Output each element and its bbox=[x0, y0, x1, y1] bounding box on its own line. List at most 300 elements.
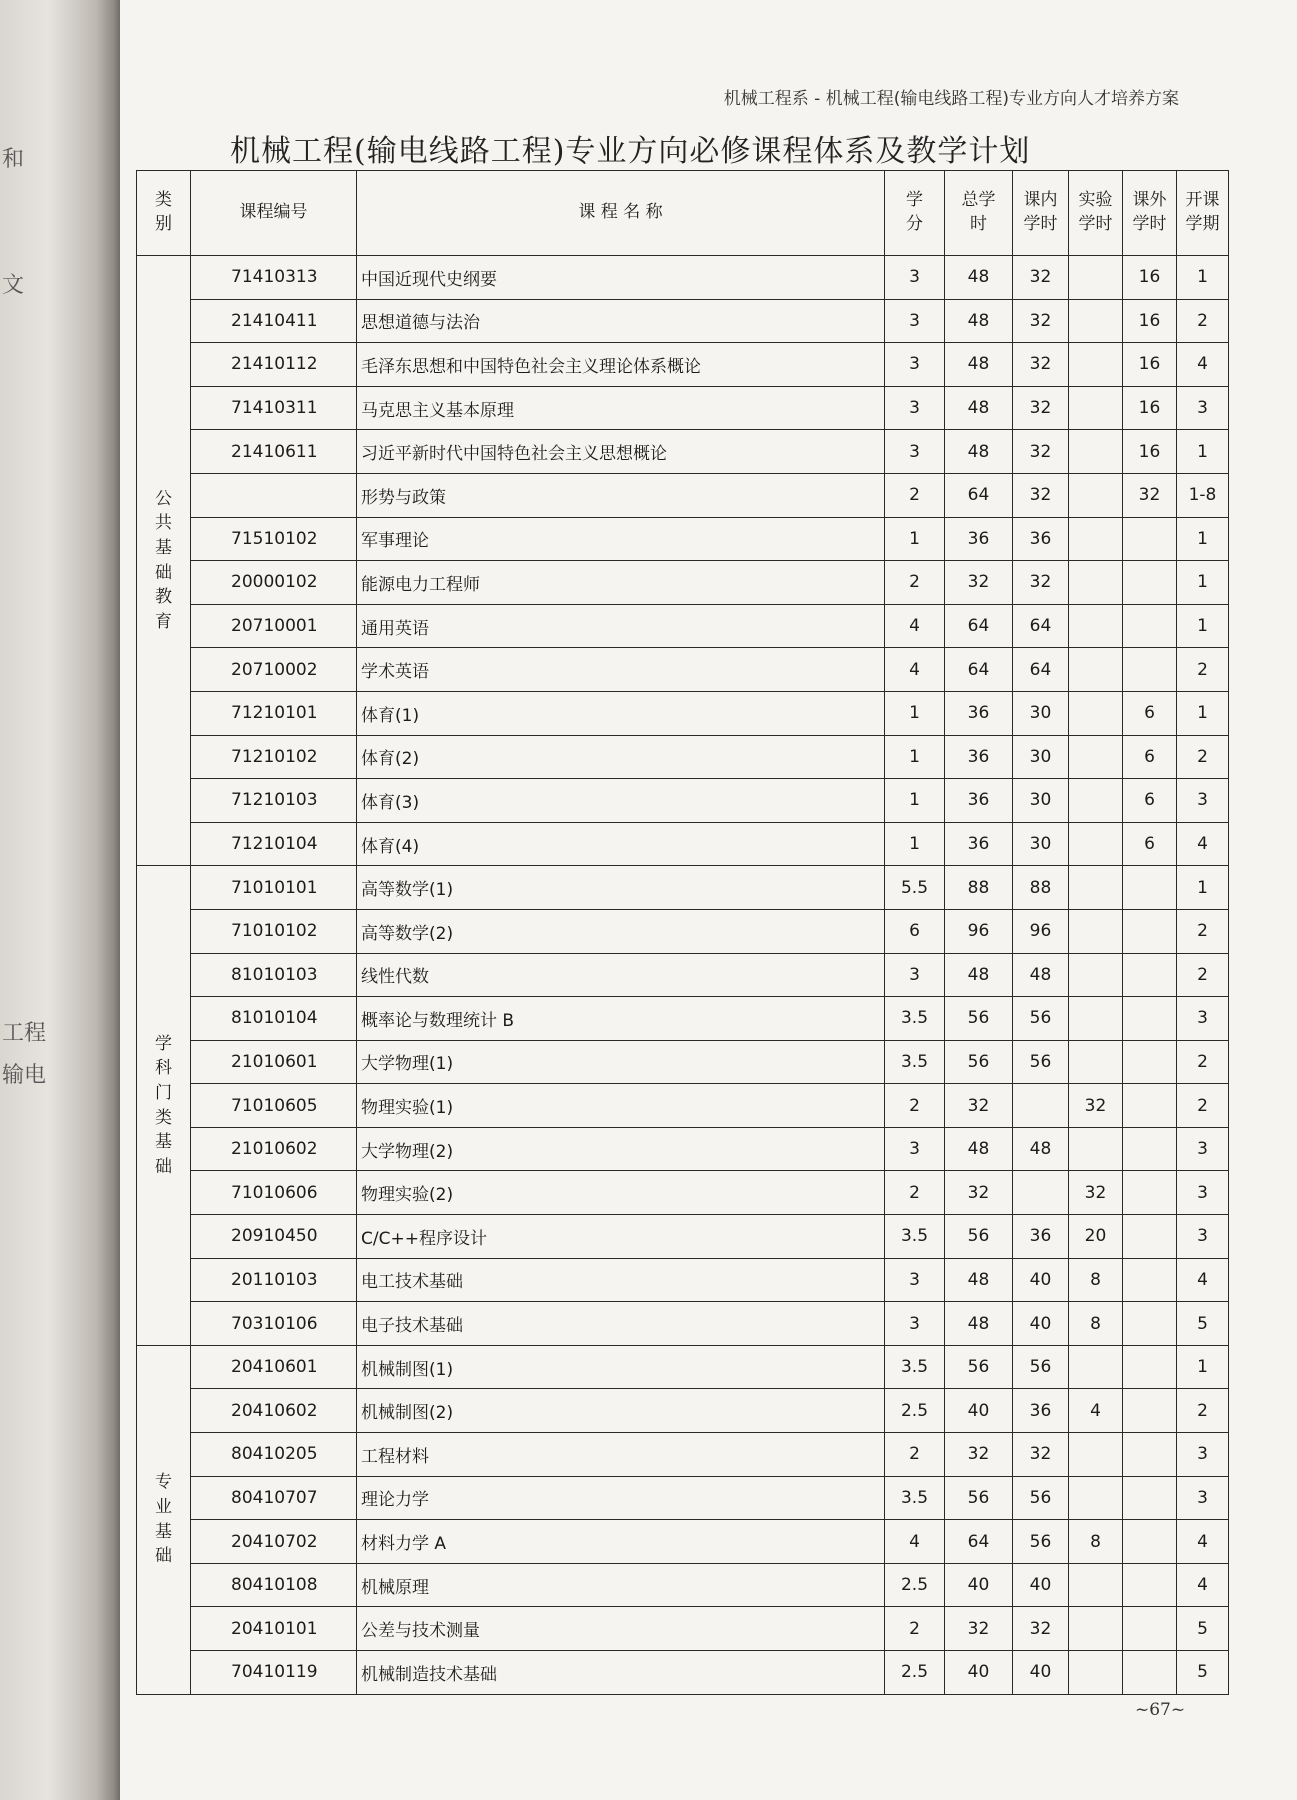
course-table-wrapper bbox=[136, 170, 1229, 1695]
course-extra-hours: 6 bbox=[1123, 822, 1177, 866]
course-credits: 3 bbox=[885, 256, 945, 300]
course-code: 21410611 bbox=[191, 430, 357, 474]
course-code: 71010102 bbox=[191, 909, 357, 953]
course-credits: 3 bbox=[885, 299, 945, 343]
course-credits: 2 bbox=[885, 1084, 945, 1128]
course-lab-hours bbox=[1069, 256, 1123, 300]
course-class-hours: 48 bbox=[1013, 1127, 1069, 1171]
course-semester: 1 bbox=[1177, 256, 1229, 300]
course-class-hours: 36 bbox=[1013, 1215, 1069, 1259]
course-credits: 2 bbox=[885, 1433, 945, 1477]
course-code: 20410702 bbox=[191, 1520, 357, 1564]
course-name: 工程材料 bbox=[357, 1433, 885, 1477]
course-class-hours: 30 bbox=[1013, 822, 1069, 866]
course-class-hours: 32 bbox=[1013, 299, 1069, 343]
course-name: 学术英语 bbox=[357, 648, 885, 692]
course-semester: 2 bbox=[1177, 909, 1229, 953]
course-name: 大学物理(2) bbox=[357, 1127, 885, 1171]
course-lab-hours bbox=[1069, 386, 1123, 430]
course-extra-hours bbox=[1123, 517, 1177, 561]
course-lab-hours bbox=[1069, 1476, 1123, 1520]
course-name: 中国近现代史纲要 bbox=[357, 256, 885, 300]
course-lab-hours bbox=[1069, 866, 1123, 910]
header-name: 课 程 名 称 bbox=[357, 171, 885, 256]
course-extra-hours bbox=[1123, 1215, 1177, 1259]
course-name: C/C++程序设计 bbox=[357, 1215, 885, 1259]
category-cell: 学科门类基础 bbox=[137, 866, 191, 1346]
course-lab-hours bbox=[1069, 604, 1123, 648]
course-total-hours: 96 bbox=[945, 909, 1013, 953]
course-total-hours: 48 bbox=[945, 256, 1013, 300]
course-name: 马克思主义基本原理 bbox=[357, 386, 885, 430]
course-class-hours bbox=[1013, 1084, 1069, 1128]
course-credits: 3 bbox=[885, 430, 945, 474]
course-total-hours: 32 bbox=[945, 561, 1013, 605]
course-credits: 3 bbox=[885, 1258, 945, 1302]
course-code: 80410108 bbox=[191, 1563, 357, 1607]
course-total-hours: 64 bbox=[945, 604, 1013, 648]
course-credits: 2.5 bbox=[885, 1563, 945, 1607]
course-semester: 2 bbox=[1177, 1040, 1229, 1084]
course-semester: 3 bbox=[1177, 386, 1229, 430]
course-total-hours: 32 bbox=[945, 1171, 1013, 1215]
course-semester: 1 bbox=[1177, 604, 1229, 648]
course-code: 81010104 bbox=[191, 997, 357, 1041]
course-credits: 3.5 bbox=[885, 1345, 945, 1389]
course-code: 80410707 bbox=[191, 1476, 357, 1520]
course-credits: 2 bbox=[885, 473, 945, 517]
course-code: 20410601 bbox=[191, 1345, 357, 1389]
course-name: 电子技术基础 bbox=[357, 1302, 885, 1346]
document-title: 机械工程(输电线路工程)专业方向必修课程体系及教学计划 bbox=[230, 134, 1031, 169]
course-class-hours: 36 bbox=[1013, 1389, 1069, 1433]
table-row bbox=[137, 822, 1229, 866]
course-semester: 2 bbox=[1177, 735, 1229, 779]
table-row bbox=[137, 430, 1229, 474]
course-class-hours: 32 bbox=[1013, 430, 1069, 474]
table-row bbox=[137, 299, 1229, 343]
table-row bbox=[137, 256, 1229, 300]
table-row bbox=[137, 1127, 1229, 1171]
course-lab-hours bbox=[1069, 473, 1123, 517]
course-credits: 2 bbox=[885, 1607, 945, 1651]
table-row bbox=[137, 604, 1229, 648]
course-lab-hours bbox=[1069, 1433, 1123, 1477]
course-name: 机械制造技术基础 bbox=[357, 1651, 885, 1695]
course-class-hours: 32 bbox=[1013, 561, 1069, 605]
course-credits: 3 bbox=[885, 953, 945, 997]
course-extra-hours bbox=[1123, 997, 1177, 1041]
course-class-hours: 40 bbox=[1013, 1563, 1069, 1607]
table-row bbox=[137, 1563, 1229, 1607]
course-code: 71510102 bbox=[191, 517, 357, 561]
course-lab-hours: 20 bbox=[1069, 1215, 1123, 1259]
course-total-hours: 40 bbox=[945, 1389, 1013, 1433]
course-class-hours: 56 bbox=[1013, 997, 1069, 1041]
margin-bleed-text: 和 bbox=[2, 147, 25, 172]
header-semester: 开课学期 bbox=[1177, 171, 1229, 256]
course-code: 21010602 bbox=[191, 1127, 357, 1171]
course-semester: 1-8 bbox=[1177, 473, 1229, 517]
course-total-hours: 88 bbox=[945, 866, 1013, 910]
table-row bbox=[137, 691, 1229, 735]
course-class-hours: 96 bbox=[1013, 909, 1069, 953]
course-code: 21410411 bbox=[191, 299, 357, 343]
table-row bbox=[137, 1389, 1229, 1433]
course-extra-hours bbox=[1123, 1607, 1177, 1651]
course-total-hours: 36 bbox=[945, 691, 1013, 735]
course-extra-hours bbox=[1123, 1084, 1177, 1128]
course-code: 20410101 bbox=[191, 1607, 357, 1651]
table-row bbox=[137, 997, 1229, 1041]
course-lab-hours bbox=[1069, 299, 1123, 343]
course-credits: 4 bbox=[885, 648, 945, 692]
header-total-hours: 总学时 bbox=[945, 171, 1013, 256]
course-semester: 1 bbox=[1177, 430, 1229, 474]
course-total-hours: 56 bbox=[945, 997, 1013, 1041]
course-total-hours: 48 bbox=[945, 386, 1013, 430]
course-credits: 2 bbox=[885, 1171, 945, 1215]
course-class-hours: 64 bbox=[1013, 604, 1069, 648]
course-lab-hours bbox=[1069, 648, 1123, 692]
course-credits: 6 bbox=[885, 909, 945, 953]
course-lab-hours bbox=[1069, 822, 1123, 866]
course-code: 80410205 bbox=[191, 1433, 357, 1477]
course-total-hours: 56 bbox=[945, 1040, 1013, 1084]
course-code: 20110103 bbox=[191, 1258, 357, 1302]
course-extra-hours bbox=[1123, 1171, 1177, 1215]
course-extra-hours bbox=[1123, 1651, 1177, 1695]
course-lab-hours bbox=[1069, 1127, 1123, 1171]
course-code: 21010601 bbox=[191, 1040, 357, 1084]
course-extra-hours bbox=[1123, 1258, 1177, 1302]
course-name: 机械制图(2) bbox=[357, 1389, 885, 1433]
course-total-hours: 56 bbox=[945, 1345, 1013, 1389]
course-class-hours: 32 bbox=[1013, 343, 1069, 387]
table-row bbox=[137, 909, 1229, 953]
course-class-hours: 88 bbox=[1013, 866, 1069, 910]
course-code bbox=[191, 473, 357, 517]
course-lab-hours: 4 bbox=[1069, 1389, 1123, 1433]
course-credits: 1 bbox=[885, 822, 945, 866]
table-header-row bbox=[137, 171, 1229, 256]
course-code: 20710002 bbox=[191, 648, 357, 692]
course-lab-hours bbox=[1069, 691, 1123, 735]
course-class-hours: 32 bbox=[1013, 1607, 1069, 1651]
course-class-hours: 32 bbox=[1013, 473, 1069, 517]
course-class-hours: 30 bbox=[1013, 691, 1069, 735]
course-lab-hours bbox=[1069, 1607, 1123, 1651]
course-lab-hours: 8 bbox=[1069, 1302, 1123, 1346]
course-class-hours: 32 bbox=[1013, 256, 1069, 300]
table-row bbox=[137, 343, 1229, 387]
course-credits: 4 bbox=[885, 604, 945, 648]
course-lab-hours: 8 bbox=[1069, 1258, 1123, 1302]
course-code: 81010103 bbox=[191, 953, 357, 997]
course-class-hours: 40 bbox=[1013, 1651, 1069, 1695]
course-semester: 3 bbox=[1177, 1171, 1229, 1215]
table-row bbox=[137, 735, 1229, 779]
course-extra-hours: 6 bbox=[1123, 735, 1177, 779]
course-extra-hours bbox=[1123, 1345, 1177, 1389]
page-number: ~67~ bbox=[1135, 1700, 1186, 1720]
category-cell: 公共基础教育 bbox=[137, 256, 191, 866]
course-extra-hours: 16 bbox=[1123, 343, 1177, 387]
course-extra-hours: 16 bbox=[1123, 386, 1177, 430]
course-semester: 1 bbox=[1177, 517, 1229, 561]
course-semester: 3 bbox=[1177, 1215, 1229, 1259]
course-extra-hours bbox=[1123, 909, 1177, 953]
course-total-hours: 36 bbox=[945, 822, 1013, 866]
course-code: 71210101 bbox=[191, 691, 357, 735]
course-semester: 2 bbox=[1177, 953, 1229, 997]
course-class-hours: 56 bbox=[1013, 1040, 1069, 1084]
course-name: 高等数学(2) bbox=[357, 909, 885, 953]
course-total-hours: 36 bbox=[945, 517, 1013, 561]
course-total-hours: 48 bbox=[945, 299, 1013, 343]
course-credits: 3.5 bbox=[885, 997, 945, 1041]
table-row bbox=[137, 1520, 1229, 1564]
course-code: 21410112 bbox=[191, 343, 357, 387]
table-row bbox=[137, 1433, 1229, 1477]
course-semester: 5 bbox=[1177, 1607, 1229, 1651]
course-extra-hours: 6 bbox=[1123, 691, 1177, 735]
table-row bbox=[137, 1476, 1229, 1520]
course-code: 70410119 bbox=[191, 1651, 357, 1695]
table-row bbox=[137, 517, 1229, 561]
course-code: 20710001 bbox=[191, 604, 357, 648]
course-name: 形势与政策 bbox=[357, 473, 885, 517]
course-total-hours: 64 bbox=[945, 1520, 1013, 1564]
course-extra-hours: 16 bbox=[1123, 299, 1177, 343]
table-row bbox=[137, 1084, 1229, 1128]
margin-bleed-text: 文 bbox=[2, 273, 25, 298]
course-total-hours: 32 bbox=[945, 1607, 1013, 1651]
table-row bbox=[137, 473, 1229, 517]
course-credits: 5.5 bbox=[885, 866, 945, 910]
header-extra-hours: 课外学时 bbox=[1123, 171, 1177, 256]
course-total-hours: 48 bbox=[945, 1258, 1013, 1302]
course-lab-hours bbox=[1069, 1651, 1123, 1695]
course-class-hours: 30 bbox=[1013, 779, 1069, 823]
course-credits: 1 bbox=[885, 691, 945, 735]
course-name: 公差与技术测量 bbox=[357, 1607, 885, 1651]
course-total-hours: 56 bbox=[945, 1476, 1013, 1520]
course-semester: 3 bbox=[1177, 997, 1229, 1041]
header-lab-hours: 实验学时 bbox=[1069, 171, 1123, 256]
course-lab-hours bbox=[1069, 997, 1123, 1041]
table-row bbox=[137, 953, 1229, 997]
course-extra-hours bbox=[1123, 1302, 1177, 1346]
course-semester: 3 bbox=[1177, 1127, 1229, 1171]
course-extra-hours bbox=[1123, 953, 1177, 997]
course-total-hours: 56 bbox=[945, 1215, 1013, 1259]
course-name: 通用英语 bbox=[357, 604, 885, 648]
header-category: 类别 bbox=[137, 171, 191, 256]
course-name: 概率论与数理统计 B bbox=[357, 997, 885, 1041]
course-name: 高等数学(1) bbox=[357, 866, 885, 910]
course-name: 物理实验(1) bbox=[357, 1084, 885, 1128]
table-row bbox=[137, 648, 1229, 692]
course-semester: 4 bbox=[1177, 822, 1229, 866]
course-lab-hours bbox=[1069, 343, 1123, 387]
course-name: 材料力学 A bbox=[357, 1520, 885, 1564]
course-semester: 1 bbox=[1177, 866, 1229, 910]
course-semester: 3 bbox=[1177, 779, 1229, 823]
course-code: 20000102 bbox=[191, 561, 357, 605]
course-semester: 4 bbox=[1177, 1563, 1229, 1607]
course-name: 体育(2) bbox=[357, 735, 885, 779]
course-credits: 1 bbox=[885, 735, 945, 779]
course-credits: 3.5 bbox=[885, 1476, 945, 1520]
course-total-hours: 36 bbox=[945, 735, 1013, 779]
course-semester: 1 bbox=[1177, 1345, 1229, 1389]
course-code: 20410602 bbox=[191, 1389, 357, 1433]
course-semester: 1 bbox=[1177, 691, 1229, 735]
course-lab-hours: 32 bbox=[1069, 1171, 1123, 1215]
course-extra-hours bbox=[1123, 1040, 1177, 1084]
course-total-hours: 48 bbox=[945, 953, 1013, 997]
course-semester: 5 bbox=[1177, 1651, 1229, 1695]
course-name: 理论力学 bbox=[357, 1476, 885, 1520]
course-credits: 3 bbox=[885, 1127, 945, 1171]
course-semester: 3 bbox=[1177, 1476, 1229, 1520]
course-semester: 4 bbox=[1177, 1258, 1229, 1302]
course-lab-hours bbox=[1069, 909, 1123, 953]
course-lab-hours bbox=[1069, 1040, 1123, 1084]
course-lab-hours bbox=[1069, 1563, 1123, 1607]
header-code: 课程编号 bbox=[191, 171, 357, 256]
course-code: 71210103 bbox=[191, 779, 357, 823]
course-extra-hours: 16 bbox=[1123, 256, 1177, 300]
course-class-hours: 56 bbox=[1013, 1345, 1069, 1389]
table-row bbox=[137, 1040, 1229, 1084]
margin-bleed-text: 输电 bbox=[2, 1063, 47, 1088]
course-class-hours: 32 bbox=[1013, 386, 1069, 430]
course-name: 机械原理 bbox=[357, 1563, 885, 1607]
course-credits: 1 bbox=[885, 779, 945, 823]
course-semester: 2 bbox=[1177, 1084, 1229, 1128]
course-lab-hours: 8 bbox=[1069, 1520, 1123, 1564]
table-row bbox=[137, 1171, 1229, 1215]
course-code: 71410311 bbox=[191, 386, 357, 430]
course-code: 71010605 bbox=[191, 1084, 357, 1128]
course-class-hours: 32 bbox=[1013, 1433, 1069, 1477]
course-extra-hours: 6 bbox=[1123, 779, 1177, 823]
course-semester: 1 bbox=[1177, 561, 1229, 605]
table-row bbox=[137, 1302, 1229, 1346]
course-credits: 2.5 bbox=[885, 1389, 945, 1433]
course-code: 71010101 bbox=[191, 866, 357, 910]
table-row bbox=[137, 386, 1229, 430]
course-total-hours: 36 bbox=[945, 779, 1013, 823]
course-table bbox=[136, 170, 1229, 1695]
course-name: 电工技术基础 bbox=[357, 1258, 885, 1302]
course-extra-hours bbox=[1123, 648, 1177, 692]
course-credits: 3 bbox=[885, 343, 945, 387]
course-total-hours: 48 bbox=[945, 430, 1013, 474]
course-total-hours: 32 bbox=[945, 1084, 1013, 1128]
course-class-hours: 48 bbox=[1013, 953, 1069, 997]
course-semester: 2 bbox=[1177, 1389, 1229, 1433]
course-credits: 1 bbox=[885, 517, 945, 561]
course-semester: 3 bbox=[1177, 1433, 1229, 1477]
course-lab-hours bbox=[1069, 1345, 1123, 1389]
course-total-hours: 48 bbox=[945, 343, 1013, 387]
course-lab-hours: 32 bbox=[1069, 1084, 1123, 1128]
book-spine-shadow bbox=[0, 0, 120, 1800]
course-total-hours: 48 bbox=[945, 1127, 1013, 1171]
course-code: 70310106 bbox=[191, 1302, 357, 1346]
table-row bbox=[137, 1345, 1229, 1389]
table-row bbox=[137, 1651, 1229, 1695]
course-extra-hours bbox=[1123, 1520, 1177, 1564]
table-row bbox=[137, 561, 1229, 605]
course-code: 20910450 bbox=[191, 1215, 357, 1259]
table-row bbox=[137, 1258, 1229, 1302]
course-code: 71410313 bbox=[191, 256, 357, 300]
course-semester: 5 bbox=[1177, 1302, 1229, 1346]
table-row bbox=[137, 779, 1229, 823]
course-extra-hours bbox=[1123, 1563, 1177, 1607]
course-lab-hours bbox=[1069, 561, 1123, 605]
course-extra-hours: 32 bbox=[1123, 473, 1177, 517]
course-total-hours: 48 bbox=[945, 1302, 1013, 1346]
course-extra-hours bbox=[1123, 1433, 1177, 1477]
table-row bbox=[137, 1607, 1229, 1651]
course-name: 机械制图(1) bbox=[357, 1345, 885, 1389]
course-credits: 3 bbox=[885, 1302, 945, 1346]
course-lab-hours bbox=[1069, 430, 1123, 474]
course-class-hours: 40 bbox=[1013, 1302, 1069, 1346]
course-class-hours: 30 bbox=[1013, 735, 1069, 779]
course-code: 71210104 bbox=[191, 822, 357, 866]
table-row bbox=[137, 866, 1229, 910]
course-name: 大学物理(1) bbox=[357, 1040, 885, 1084]
course-name: 能源电力工程师 bbox=[357, 561, 885, 605]
course-lab-hours bbox=[1069, 735, 1123, 779]
course-credits: 3.5 bbox=[885, 1215, 945, 1259]
course-lab-hours bbox=[1069, 517, 1123, 561]
course-credits: 2.5 bbox=[885, 1651, 945, 1695]
margin-bleed-text: 工程 bbox=[2, 1021, 47, 1046]
course-name: 体育(4) bbox=[357, 822, 885, 866]
course-extra-hours bbox=[1123, 1476, 1177, 1520]
course-name: 毛泽东思想和中国特色社会主义理论体系概论 bbox=[357, 343, 885, 387]
course-lab-hours bbox=[1069, 779, 1123, 823]
course-extra-hours bbox=[1123, 561, 1177, 605]
course-total-hours: 32 bbox=[945, 1433, 1013, 1477]
course-semester: 4 bbox=[1177, 1520, 1229, 1564]
header-class-hours: 课内学时 bbox=[1013, 171, 1069, 256]
course-class-hours bbox=[1013, 1171, 1069, 1215]
table-row bbox=[137, 1215, 1229, 1259]
course-extra-hours bbox=[1123, 604, 1177, 648]
course-total-hours: 64 bbox=[945, 473, 1013, 517]
course-name: 线性代数 bbox=[357, 953, 885, 997]
course-semester: 2 bbox=[1177, 648, 1229, 692]
course-name: 物理实验(2) bbox=[357, 1171, 885, 1215]
course-name: 思想道德与法治 bbox=[357, 299, 885, 343]
course-extra-hours: 16 bbox=[1123, 430, 1177, 474]
course-class-hours: 56 bbox=[1013, 1476, 1069, 1520]
header-credits: 学分 bbox=[885, 171, 945, 256]
course-extra-hours bbox=[1123, 1127, 1177, 1171]
course-table-body bbox=[137, 256, 1229, 1695]
course-total-hours: 40 bbox=[945, 1563, 1013, 1607]
course-class-hours: 56 bbox=[1013, 1520, 1069, 1564]
course-extra-hours bbox=[1123, 1389, 1177, 1433]
